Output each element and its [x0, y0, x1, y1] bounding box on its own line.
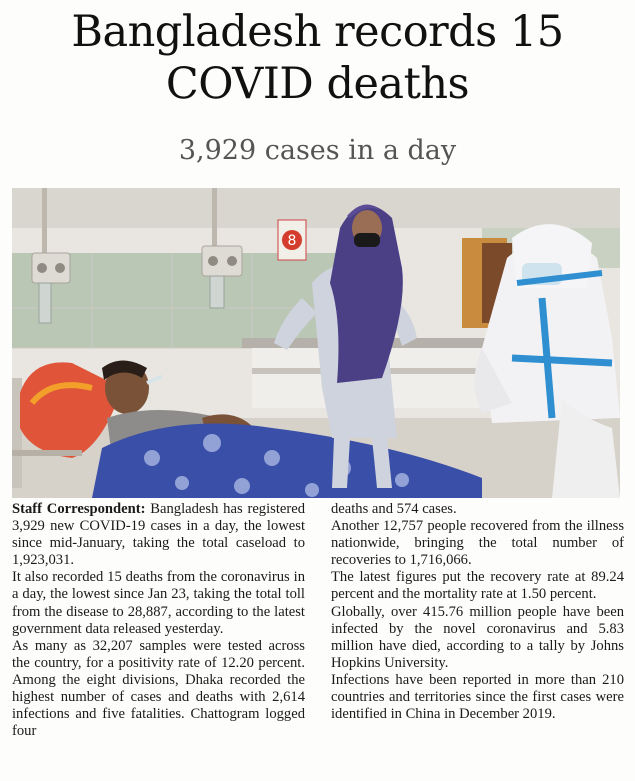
sign-number: 8 [287, 233, 297, 249]
paragraph [12, 501, 305, 569]
bed-number-sign [278, 220, 306, 260]
paragraph: Globally, over 415.76 million people have been infected by the novel coronavirus and 5.83 million have died, according to a tally by Johns Hopkins University. [331, 603, 624, 671]
paragraph: Infections have been reported in more than 210 countries and territories since the first cases were identified in China in December 2019. [331, 671, 624, 723]
paragraph: deaths and 574 cases. [331, 501, 457, 517]
subheadline: 3,929 cases in a day [178, 135, 457, 166]
hospital-ward-photo [12, 188, 620, 498]
hospital-ward-illustration [12, 188, 620, 498]
paragraph: The latest figures put the recovery rate at 89.24 percent and the mortality rate at 1.50 percent. [331, 569, 624, 603]
headline [0, 6, 635, 110]
article-body [12, 501, 624, 773]
headline-line-2: COVID deaths [165, 59, 470, 109]
paragraph: It also recorded 15 deaths from the coronavirus in a day, the lowest since Jan 23, taking the total toll from the disease to 28,887, according to the latest government data released yesterday. [12, 569, 305, 637]
paragraph: Another 12,757 people recovered from the illness nationwide, bringing the total number of recoveries to 1,716,066. [331, 518, 624, 569]
article-column-2 [331, 501, 624, 773]
article-column-1 [12, 501, 305, 773]
byline: Staff Correspondent: [12, 501, 146, 517]
headline-line-1: Bangladesh records 15 [71, 7, 564, 57]
paragraph-text: Bangladesh has registered 3,929 new COVID-19 cases in a day, the lowest since mid-January, taking the total caseload to 1,923,031. [12, 501, 305, 569]
paragraph: As many as 32,207 samples were tested across the country, for a positivity rate of 12.20 percent. Among the eight divisions, Dhaka recorded the highest number of cases and deaths with 2,614 infections and five fatalities. Chattogram logged four [12, 637, 305, 740]
